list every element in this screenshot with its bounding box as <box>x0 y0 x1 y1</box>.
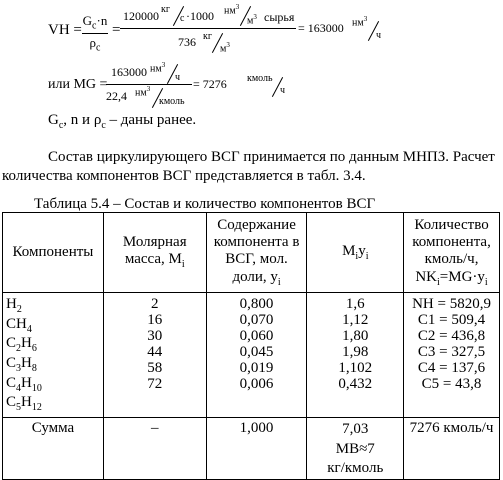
table-total-row <box>3 418 500 480</box>
components-cell <box>3 293 104 418</box>
total-y: 1,000 <box>206 418 307 480</box>
quantity-cell: NH = 5820,9 C1 = 509,4 C2 = 436,8 C3 = 327,5 C4 = 137,6 C5 = 43,8 <box>404 293 500 418</box>
paragraph-line-1: Состав циркулирующего ВСГ принимается по данным МНПЗ. Расчет <box>48 149 495 165</box>
formula-h2: $H_2$ <box>6 296 22 315</box>
total-mass: – <box>103 418 206 480</box>
vh-result: = 163000 <box>298 21 344 35</box>
total-miyi: 7,03 MB≈7 кг/кмоль <box>307 418 404 480</box>
vh-symbolic-fraction: $G_c\cdot n$ $\rho_c$ <box>82 13 108 54</box>
table-caption: Таблица 5.4 – Состав и количество компонентов ВСГ <box>34 196 376 212</box>
total-quantity: 7276 кмоль/ч <box>404 418 500 480</box>
col-header-quantity: Количество компонента, кмоль/ч, $NK_i=MG\cdot y_i$ <box>404 213 500 293</box>
given-note: $G_c$, n и $\rho_c$ – даны ранее. <box>48 112 197 131</box>
table-header-row <box>3 213 500 293</box>
miyi-cell: 1,6 1,12 1,80 1,98 1,102 0,432 <box>307 293 404 418</box>
vh-num-value: 120000 <box>123 9 159 23</box>
col-header-components: Компоненты <box>3 213 104 293</box>
molar-mass-cell: 2 16 30 44 58 72 <box>103 293 206 418</box>
col-header-content: Содержание компонента в ВСГ, мол. доли, $y_i$ <box>206 213 307 293</box>
formula-ch4: $CH_4$ <box>6 315 32 335</box>
table-data-rows <box>3 293 500 418</box>
vh-lhs: VH = <box>48 22 82 38</box>
col-header-miyi: $M_iy_i$ <box>307 213 404 293</box>
col-header-molar-mass: Молярная масса, $M_i$ <box>103 213 206 293</box>
paragraph-line-2: количества компонентов ВСГ представляется в табл. 3.4. <box>2 168 366 184</box>
mg-result: = 7276 <box>193 77 227 91</box>
formula-c4h10: $C_4H_{10}$ <box>6 374 42 394</box>
components-table <box>2 212 500 480</box>
total-label: Сумма <box>3 418 104 480</box>
formula-c5h12: $C_5H_{12}$ <box>6 394 42 414</box>
content-cell: 0,800 0,070 0,060 0,045 0,019 0,006 <box>206 293 307 418</box>
formula-c3h8: $C_3H_8$ <box>6 355 37 375</box>
formula-c2h6: $C_2H_6$ <box>6 335 37 355</box>
